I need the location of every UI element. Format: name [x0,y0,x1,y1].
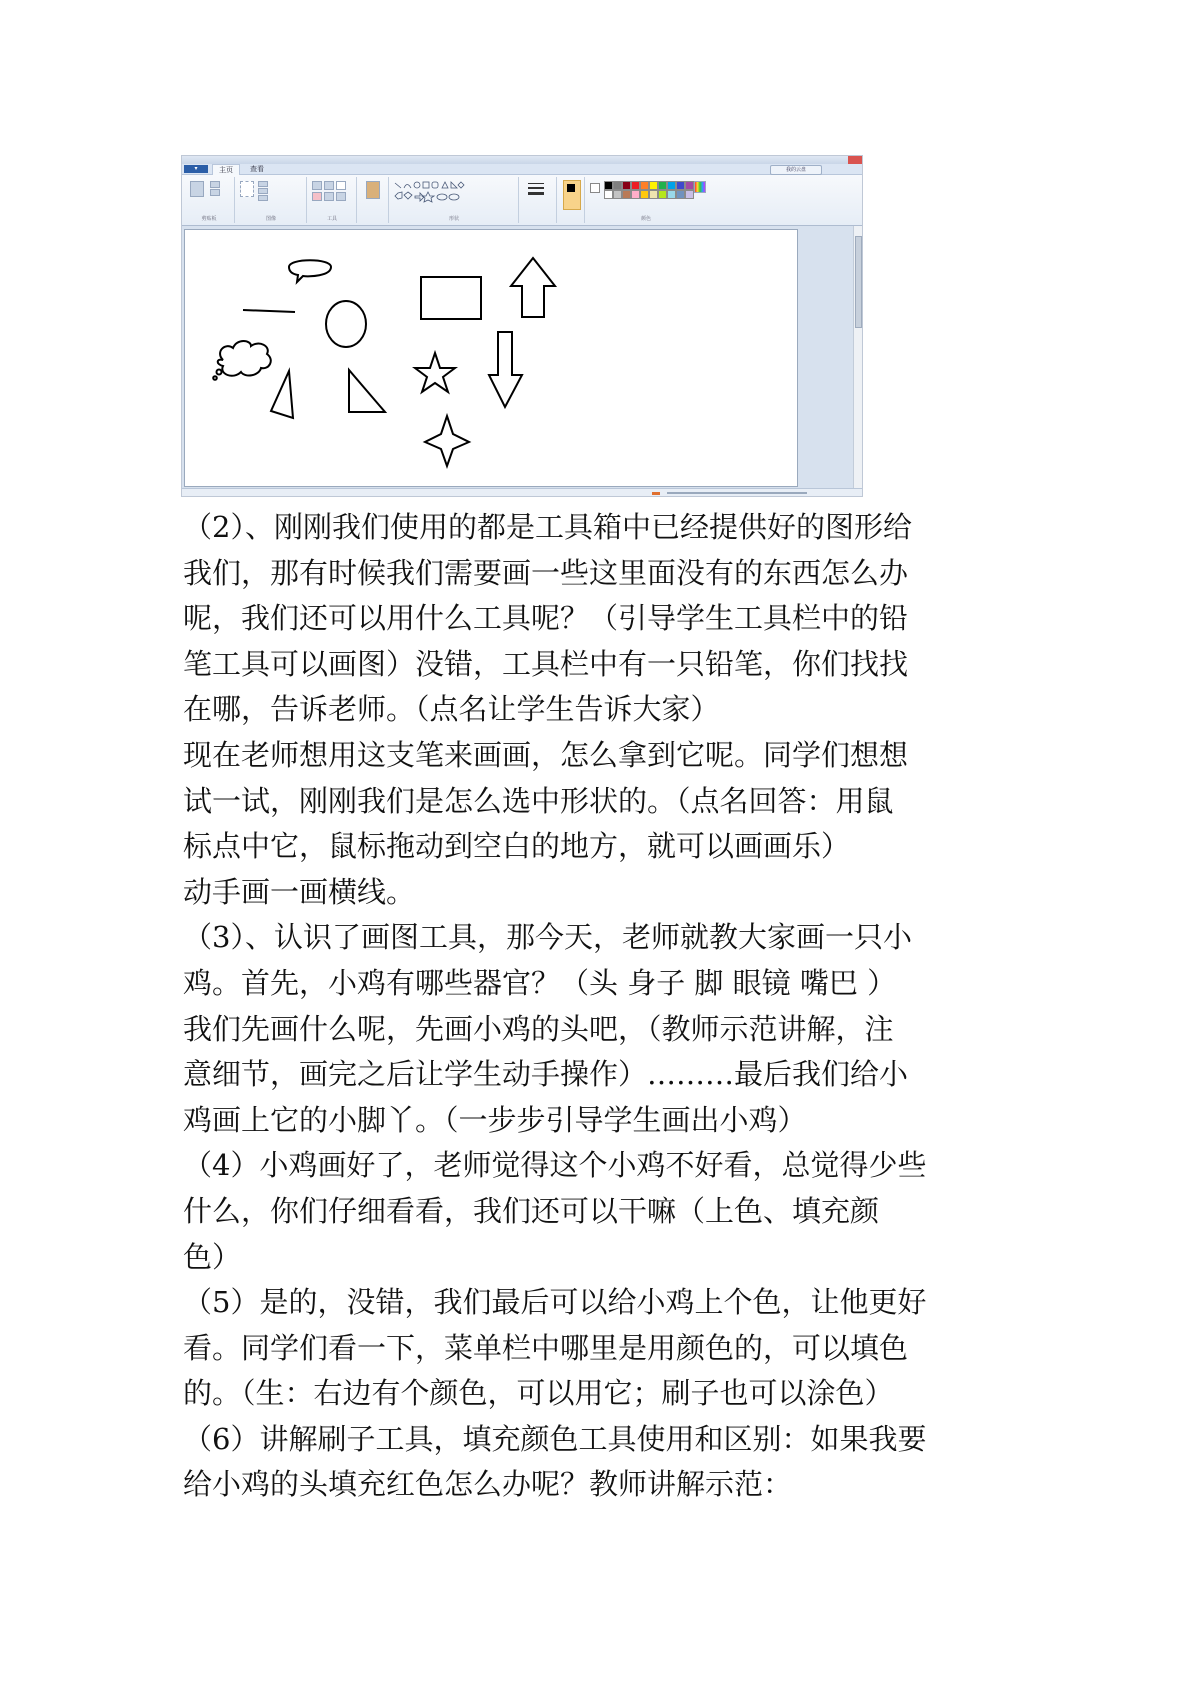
shapes-group-label: 形状 [448,216,459,222]
image-group [236,177,307,223]
text-line: 意细节，画完之后让学生动手操作）………最后我们给小 [183,1057,909,1092]
color2-swatch [590,183,600,193]
clipboard-group [184,177,235,223]
color-swatch [685,190,694,199]
paint-file-menu-button: ▾ [184,165,208,173]
shape-speech-bubble [289,260,331,282]
text-line: 现在老师想用这支笔来画画，怎么拿到它呢。同学们想想 [183,737,909,772]
text-line: 色） [183,1239,242,1274]
color-swatch [676,181,685,190]
color-swatch [613,190,622,199]
shape-rectangle [421,277,481,319]
tab-home: 主页 [212,164,240,175]
paint-statusbar [182,488,862,497]
cut-icon [210,181,220,188]
text-line: 标点中它，鼠标拖动到空白的地方，就可以画画乐） [183,829,851,864]
color-swatch [649,181,658,190]
text-line: （4）小鸡画好了，老师觉得这个小鸡不好看，总觉得少些 [183,1148,927,1183]
shape-arrow-down [489,332,522,407]
text-line: 鸡。首先，小鸡有哪些器官？（头 身子 脚 眼镜 嘴巴 ） [183,965,897,1000]
brushes-group [358,177,389,223]
text-line: （2）、刚刚我们使用的都是工具箱中已经提供好的图形给 [183,510,912,544]
copy-icon [210,189,220,196]
text-line: 试一试，刚刚我们是怎么选中形状的。（点名回答：用鼠 [183,783,894,818]
canvas-drawing [185,230,797,486]
color-swatch [631,190,640,199]
shape-arrow-up [511,258,555,317]
edit-colors-icon [694,181,706,193]
paint-canvas [184,229,798,487]
text-line: 笔工具可以画图）没错，工具栏中有一只铅笔，你们找找 [183,646,909,681]
text-line: （3）、认识了画图工具，那今天，老师就教大家画一只小 [183,920,912,955]
zoom-indicator [652,492,660,495]
magnifier-icon [336,192,346,201]
color1-group [558,177,585,223]
color-swatch [658,190,667,199]
paint-titlebar [182,156,862,164]
paste-icon [190,181,204,197]
paint-screenshot [181,155,863,497]
zoom-slider [667,492,807,494]
paint-ribbon [182,175,862,226]
text-line: 动手画一画横线。 [183,874,416,909]
image-group-label: 图像 [265,216,276,222]
shape-star-5 [415,353,455,392]
color-swatch [685,181,694,190]
paint-vertical-scrollbar [853,226,862,488]
text-line: 我们，那有时候我们需要画一些这里面没有的东西怎么办 [183,555,909,590]
fill-icon [324,181,334,190]
paint-ribbon-tabs [182,164,862,175]
color-swatch [640,190,649,199]
color-swatch [667,181,676,190]
color-swatch [631,181,640,190]
shapes-gallery [394,181,474,211]
resize-icon [258,188,268,194]
text-line: 什么，你们仔细看看，我们还可以干嘛（上色、填充颜 [183,1193,880,1228]
color-swatch [622,181,631,190]
color-swatch [649,190,658,199]
size-group [520,177,557,223]
color-picker-icon [324,192,334,201]
text-line: 在哪，告诉老师。（点名让学生告诉大家） [183,692,720,727]
clipboard-group-label: 剪贴板 [201,216,217,222]
eraser-icon [312,192,322,201]
colors-group-label: 颜色 [640,216,651,222]
text-line: （6）讲解刷子工具，填充颜色工具使用和区别：如果我要 [183,1421,927,1456]
color-swatch [640,181,649,190]
color-swatch [604,190,613,199]
text-line: 看。同学们看一下，菜单栏中哪里是用颜色的，可以填色 [183,1330,909,1365]
close-window-icon [848,156,862,164]
shape-ellipse [326,301,366,347]
select-icon [240,181,254,197]
text-line: 鸡画上它的小脚丫。（一步步引导学生画出小鸡） [183,1102,807,1137]
color-swatch [613,181,622,190]
text-line: 我们先画什么呢，先画小鸡的头吧，（教师示范讲解，注 [183,1011,894,1046]
text-line: 的。（生：右边有个颜色，可以用它；刷子也可以涂色） [183,1376,894,1411]
color-swatch [676,190,685,199]
tools-group [308,177,357,223]
text-line: （5）是的，没错，我们最后可以给小鸡上个色，让他更好 [183,1285,927,1320]
crop-icon [258,181,268,187]
shape-right-triangle [349,370,385,412]
tools-group-label: 工具 [326,216,337,222]
color-swatch [667,190,676,199]
text-line: 呢，我们还可以用什么工具呢？（引导学生工具栏中的铅 [183,601,909,636]
shape-triangle [271,371,293,418]
lesson-text [183,505,926,1508]
shape-line [243,310,295,312]
brush-icon [366,181,380,199]
color-swatch [604,181,613,190]
shapes-group [390,177,519,223]
tab-view: 查看 [250,165,264,173]
pencil-icon [312,181,322,190]
colors-group [586,177,706,223]
color-swatch [658,181,667,190]
text-icon [336,181,346,190]
shape-cloud [218,341,271,376]
color-swatch [622,190,631,199]
paint-canvas-area [182,226,862,488]
text-line: 给小鸡的头填充红色怎么办呢？教师讲解示范： [183,1467,793,1502]
cloud-button: 我的云盘 [770,165,822,175]
rotate-icon [258,195,268,201]
shape-star-4 [425,416,469,466]
